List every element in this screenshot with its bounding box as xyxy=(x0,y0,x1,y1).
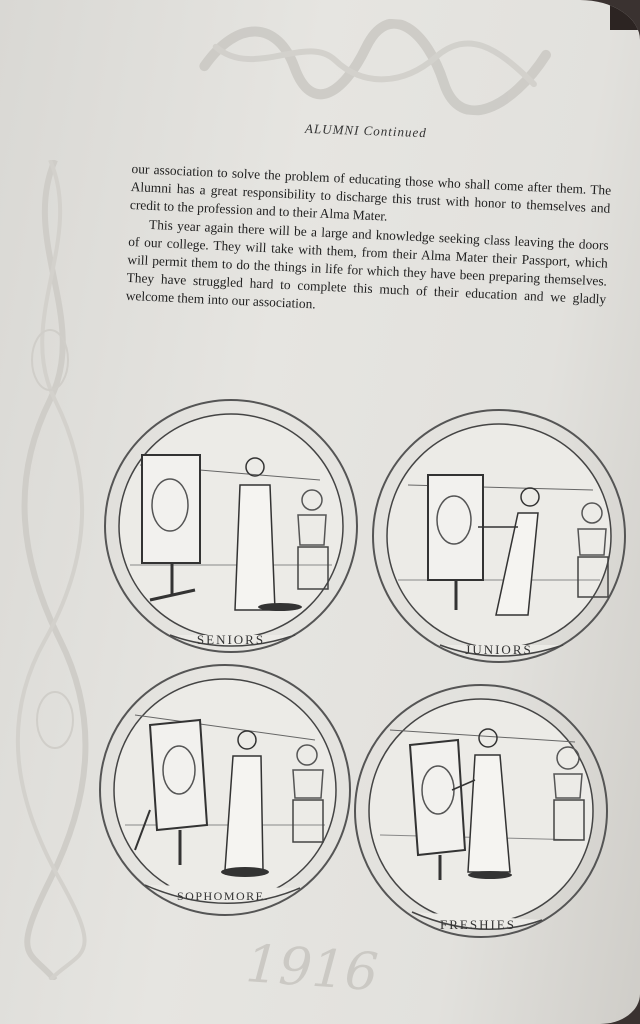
paragraph-2: This year again there will be a large and knowledge seeking class leaving the doors of our college. They will take with them, from their Alma Mater their Passport, which will permit them to do the things in life for which they have been preparing themselves. They have struggled hard to complete this much of their education and we gladly welcome them into our association. xyxy=(125,216,609,312)
seniors-label: SENIORS xyxy=(196,632,266,647)
paragraph-1: our association to solve the problem of educating those who shall come after them. The Alumni has a great responsibility to discharge this trust with honor to themselves and credit to the profession and to their Alma Mater. xyxy=(129,160,612,225)
juniors-medallion xyxy=(368,405,630,667)
seniors-medallion xyxy=(100,395,362,657)
footer-year-showthrough: 1916 xyxy=(243,934,381,1004)
juniors-label: JUNIORS xyxy=(465,642,533,657)
page-corner-shadow xyxy=(610,0,640,30)
sophomore-medallion xyxy=(95,660,355,920)
freshies-medallion xyxy=(350,680,612,942)
sophomore-label: SOPHOMORE. xyxy=(176,889,270,903)
vine-ornament-showthrough xyxy=(10,160,100,980)
header-ornament-showthrough xyxy=(192,6,557,121)
body-text xyxy=(125,160,611,327)
running-head: ALUMNI Continued xyxy=(304,120,428,141)
freshies-label: FRESHIES xyxy=(440,917,516,932)
